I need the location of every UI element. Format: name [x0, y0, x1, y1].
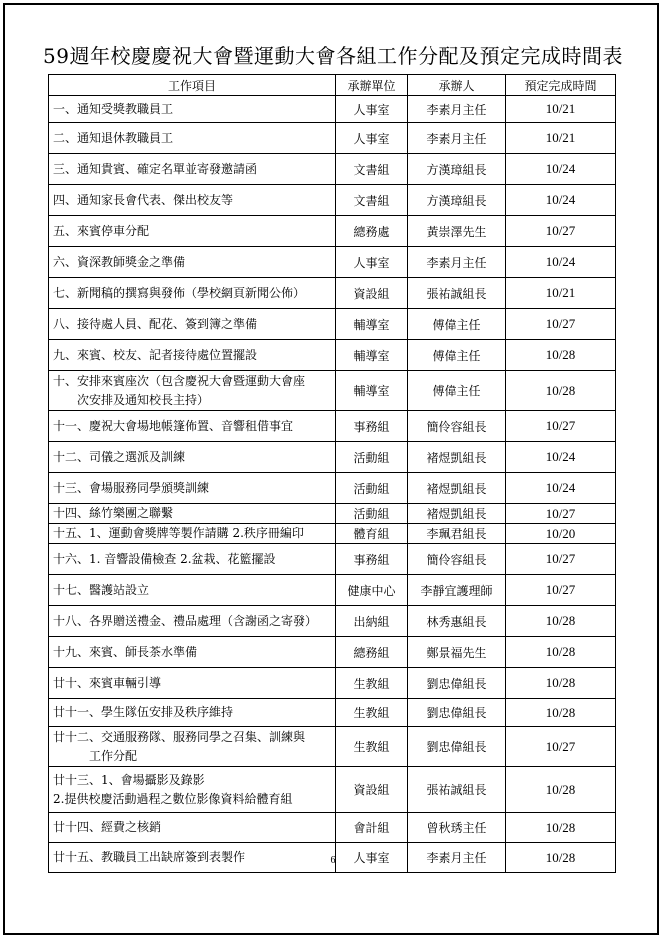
- unit-cell: 健康中心: [336, 575, 408, 606]
- person-cell: 李素月主任: [408, 123, 506, 154]
- task-cell: 十四、絲竹樂團之聯繫: [49, 504, 336, 524]
- table-row: [49, 309, 616, 340]
- person-cell: 林秀惠組長: [408, 606, 506, 637]
- task-cell: 三、通知貴賓、確定名單並寄發邀請函: [49, 154, 336, 185]
- due-cell: 10/28: [506, 813, 616, 843]
- due-cell: 10/28: [506, 843, 616, 873]
- table-row: [49, 442, 616, 473]
- unit-cell: 體育組: [336, 524, 408, 544]
- due-cell: 10/24: [506, 154, 616, 185]
- table-row: [49, 606, 616, 637]
- table-row: [49, 575, 616, 606]
- table-row: [49, 668, 616, 699]
- unit-cell: 人事室: [336, 247, 408, 278]
- person-cell: 鄭景福先生: [408, 637, 506, 668]
- due-cell: 10/21: [506, 278, 616, 309]
- table-row: [49, 371, 616, 411]
- unit-cell: 總務處: [336, 216, 408, 247]
- unit-cell: 文書組: [336, 154, 408, 185]
- table-row: [49, 544, 616, 575]
- page-number: 6: [330, 855, 336, 866]
- task-cell: 八、接待處人員、配花、簽到簿之準備: [49, 309, 336, 340]
- due-cell: 10/28: [506, 767, 616, 813]
- due-cell: 10/27: [506, 544, 616, 575]
- task-table: [48, 74, 616, 873]
- person-cell: 褚煜凱組長: [408, 504, 506, 524]
- table-row: [49, 185, 616, 216]
- person-cell: 李珮君組長: [408, 524, 506, 544]
- person-cell: 傅偉主任: [408, 309, 506, 340]
- task-cell: 七、新聞稿的撰寫與發佈（學校網頁新聞公佈）: [49, 278, 336, 309]
- unit-cell: 活動組: [336, 473, 408, 504]
- header-task: 工作項目: [49, 75, 336, 96]
- header-person: 承辦人: [408, 75, 506, 96]
- person-cell: 張祐誠組長: [408, 767, 506, 813]
- person-cell: 李素月主任: [408, 96, 506, 123]
- table-row: [49, 247, 616, 278]
- unit-cell: 事務組: [336, 411, 408, 442]
- due-cell: 10/27: [506, 575, 616, 606]
- task-cell: 四、通知家長會代表、傑出校友等: [49, 185, 336, 216]
- person-cell: 方漢璋組長: [408, 154, 506, 185]
- table-row: [49, 123, 616, 154]
- table-row: [49, 813, 616, 843]
- person-cell: 劉忠偉組長: [408, 727, 506, 767]
- task-cell: 十九、來賓、師長茶水準備: [49, 637, 336, 668]
- table-row: [49, 96, 616, 123]
- due-cell: 10/27: [506, 504, 616, 524]
- due-cell: 10/28: [506, 340, 616, 371]
- person-cell: 傅偉主任: [408, 340, 506, 371]
- task-cell: 廿十一、學生隊伍安排及秩序維持: [49, 699, 336, 727]
- due-cell: 10/28: [506, 606, 616, 637]
- due-cell: 10/20: [506, 524, 616, 544]
- unit-cell: 人事室: [336, 123, 408, 154]
- unit-cell: 生教組: [336, 727, 408, 767]
- person-cell: 褚煜凱組長: [408, 473, 506, 504]
- header-unit: 承辦單位: [336, 75, 408, 96]
- unit-cell: 活動組: [336, 442, 408, 473]
- due-cell: 10/21: [506, 123, 616, 154]
- unit-cell: 出納組: [336, 606, 408, 637]
- task-cell: 十五、1、運動會獎牌等製作請購 2.秩序冊編印: [49, 524, 336, 544]
- task-cell: 廿十五、教職員工出缺席簽到表製作: [49, 843, 336, 873]
- due-cell: 10/28: [506, 371, 616, 411]
- due-cell: 10/27: [506, 216, 616, 247]
- task-cell: 十一、慶祝大會場地帳篷佈置、音響租借事宜: [49, 411, 336, 442]
- due-cell: 10/28: [506, 668, 616, 699]
- table-row: [49, 524, 616, 544]
- unit-cell: 輔導室: [336, 371, 408, 411]
- unit-cell: 總務組: [336, 637, 408, 668]
- unit-cell: 人事室: [336, 843, 408, 873]
- person-cell: 簡伶容組長: [408, 544, 506, 575]
- table-row: [49, 278, 616, 309]
- person-cell: 黃崇澤先生: [408, 216, 506, 247]
- due-cell: 10/21: [506, 96, 616, 123]
- unit-cell: 活動組: [336, 504, 408, 524]
- person-cell: 張祐誠組長: [408, 278, 506, 309]
- table-row: [49, 699, 616, 727]
- table-row: [49, 340, 616, 371]
- page-title: 59週年校慶慶祝大會暨運動大會各組工作分配及預定完成時間表: [43, 44, 623, 68]
- due-cell: 10/24: [506, 247, 616, 278]
- task-cell: 廿十四、經費之核銷: [49, 813, 336, 843]
- person-cell: 方漢璋組長: [408, 185, 506, 216]
- person-cell: 曾秋琇主任: [408, 813, 506, 843]
- task-cell: 九、來賓、校友、記者接待處位置擺設: [49, 340, 336, 371]
- person-cell: 劉忠偉組長: [408, 699, 506, 727]
- person-cell: 劉忠偉組長: [408, 668, 506, 699]
- person-cell: 褚煜凱組長: [408, 442, 506, 473]
- task-cell: 六、資深教師獎金之準備: [49, 247, 336, 278]
- due-cell: 10/27: [506, 411, 616, 442]
- person-cell: 李靜宜護理師: [408, 575, 506, 606]
- unit-cell: 文書組: [336, 185, 408, 216]
- due-cell: 10/27: [506, 309, 616, 340]
- task-cell: 廿十、來賓車輛引導: [49, 668, 336, 699]
- person-cell: 傅偉主任: [408, 371, 506, 411]
- table-row: [49, 637, 616, 668]
- table-row: [49, 473, 616, 504]
- task-cell: 廿十二、交通服務隊、服務同學之召集、訓練與 工作分配: [49, 727, 336, 767]
- task-cell: 十二、司儀之選派及訓練: [49, 442, 336, 473]
- task-cell: 廿十三、1、會場攝影及錄影 2.提供校慶活動過程之數位影像資料給體育組: [49, 767, 336, 813]
- task-cell: 十七、醫護站設立: [49, 575, 336, 606]
- unit-cell: 資設組: [336, 278, 408, 309]
- table-row: [49, 727, 616, 767]
- table-row: [49, 411, 616, 442]
- due-cell: 10/28: [506, 637, 616, 668]
- unit-cell: 人事室: [336, 96, 408, 123]
- table-header-row: [49, 75, 616, 96]
- unit-cell: 資設組: [336, 767, 408, 813]
- due-cell: 10/24: [506, 473, 616, 504]
- table-row: [49, 154, 616, 185]
- table-row: [49, 504, 616, 524]
- task-cell: 五、來賓停車分配: [49, 216, 336, 247]
- task-cell: 一、通知受獎教職員工: [49, 96, 336, 123]
- table-row: [49, 767, 616, 813]
- person-cell: 簡伶容組長: [408, 411, 506, 442]
- header-due: 預定完成時間: [506, 75, 616, 96]
- person-cell: 李素月主任: [408, 247, 506, 278]
- task-cell: 十八、各界贈送禮金、禮品處理（含謝函之寄發）: [49, 606, 336, 637]
- unit-cell: 輔導室: [336, 340, 408, 371]
- person-cell: 李素月主任: [408, 843, 506, 873]
- table-row: [49, 216, 616, 247]
- task-cell: 十六、1. 音響設備檢查 2.盆栽、花籃擺設: [49, 544, 336, 575]
- unit-cell: 生教組: [336, 699, 408, 727]
- task-cell: 二、通知退休教職員工: [49, 123, 336, 154]
- task-cell: 十三、會場服務同學頒獎訓練: [49, 473, 336, 504]
- due-cell: 10/27: [506, 727, 616, 767]
- due-cell: 10/28: [506, 699, 616, 727]
- unit-cell: 會計組: [336, 813, 408, 843]
- due-cell: 10/24: [506, 442, 616, 473]
- task-cell: 十、安排來賓座次（包含慶祝大會暨運動大會座 次安排及通知校長主持）: [49, 371, 336, 411]
- due-cell: 10/24: [506, 185, 616, 216]
- unit-cell: 生教組: [336, 668, 408, 699]
- unit-cell: 輔導室: [336, 309, 408, 340]
- unit-cell: 事務組: [336, 544, 408, 575]
